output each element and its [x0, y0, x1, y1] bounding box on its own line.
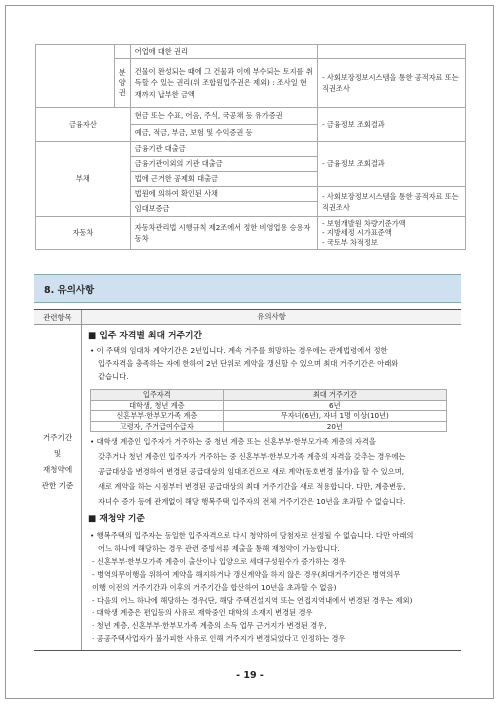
debt-item: 임대보증금: [130, 202, 317, 217]
debt-label: 부채: [36, 142, 131, 217]
section-header: [34, 274, 461, 303]
paragraph-line: · 공공주택사업자가 불가피한 사유로 인해 거주지가 변경되었다고 인정하는 경우: [92, 634, 346, 643]
paragraph-line: - 다음의 어느 하나에 해당하는 경우(단, 해당 주택건설지역 또는 연접지역내에서 변경된 경우는 제외): [92, 596, 413, 605]
left-label-line: 관한 기준: [41, 481, 74, 490]
paragraph-line: 새로 계약을 하는 시점부터 변경된 공급대상의 최대 거주기간을 새로 적용합니다. 다만, 계층변동,: [98, 482, 406, 491]
debt-item: 금융기관 대출금: [130, 142, 317, 157]
asset-table: [35, 44, 466, 250]
presale-right-label: 분양권: [114, 59, 130, 108]
inner-header: 최대 거주기간: [223, 390, 446, 401]
notes-left-column: [34, 323, 82, 651]
paragraph-line: 같습니다.: [98, 372, 129, 381]
heading-reapply: ■ 재청약 기준: [88, 514, 145, 524]
asset-subcategory-cell: [114, 45, 130, 59]
asset-source: [318, 45, 466, 59]
paragraph-line: - 병역의무이행을 위하여 계약을 해지하거나 갱신계약을 하지 않은 경우(최대거주기간은 병역의무: [92, 570, 401, 579]
paragraph-line: - 신혼부부·한부모가족 계층이 출산이나 입양으로 세대구성원수가 증가하는 경우: [92, 557, 346, 566]
page-number: - 19 -: [236, 670, 264, 681]
paragraph-line: · 대학생 계층은 편입등의 사유로 재학중인 대학의 소재지 변경된 경우: [92, 608, 313, 617]
financial-asset-item-2: 예금, 적금, 부금, 보험 및 수익증권 등: [130, 125, 317, 142]
paragraph-line: 공급대상을 변경하여 변경된 공급대상의 임대조건으로 새로 계약(동호변경 불가)을 할 수 있으며,: [98, 467, 405, 476]
left-label-line: 및: [53, 449, 62, 458]
financial-asset-source: - 금융정보 조회결과: [318, 108, 466, 142]
presale-right-detail: 건물이 완성되는 때에 그 건물과 이에 부수되는 토지를 취득할 수 있는 권리(위 조합원입주권은 제외) : 조사일 현재까지 납부한 금액: [130, 59, 317, 108]
financial-asset-label: 금융자산: [36, 108, 131, 142]
left-label-line: 거주기간: [42, 433, 73, 442]
residence-period-table: [90, 389, 447, 432]
debt-item: 금융기관이외의 기관 대출금: [130, 157, 317, 172]
presale-right-source: - 사회보장정보시스템을 통한 공적자료 또는 직권조사: [318, 59, 466, 108]
paragraph-line: • 이 주택의 임대차 계약기간은 2년입니다. 계속 거주를 희망하는 경우에는 관계법령에서 정한: [90, 346, 388, 355]
inner-cell: 무자녀(6년), 자녀 1명 이상(10년): [223, 411, 446, 422]
paragraph-line: 어느 하나에 해당하는 경우 관련 증빙서류 제출을 통해 재청약이 가능합니다.: [98, 544, 340, 553]
debt-source-2: - 사회보장정보시스템을 통한 공적자료 또는 직권조사: [318, 187, 466, 217]
inner-cell: 20년: [223, 421, 446, 432]
vehicle-source: - 보험개발원 차량기준가액 - 지방세정 시가표준액 - 국토부 차적정보: [318, 217, 466, 250]
debt-item: 법에 근거한 공제회 대출금: [130, 172, 317, 187]
inner-header: 입주자격: [91, 390, 224, 401]
asset-detail: 어업에 대한 권리: [130, 45, 317, 59]
paragraph-line: 자녀수 증가 등에 관계없이 해당 행복주택 입주자의 전체 거주기간은 10년을 초과할 수 없습니다.: [98, 497, 406, 506]
vehicle-detail: 자동차관리법 시행규칙 제2조에서 정한 비영업용 승용자동차: [130, 217, 317, 250]
paragraph-line: · 청년 계층, 신혼부부·한부모가족 계층의 소득 업무 근거지가 변경된 경우,: [92, 621, 327, 630]
paragraph-line: • 행복주택의 입주자는 동일한 입주자격으로 다시 청약하여 당첨자로 선정될 수 없습니다. 다만 아래의: [90, 531, 414, 540]
inner-cell: 고령자, 주거급여수급자: [91, 421, 224, 432]
paragraph-line: 입주자격을 충족하는 자에 한하여 2년 단위로 계약을 갱신할 수 있으며 최대 거주기간은 아래와: [98, 359, 399, 368]
header-notes: 유의사항: [81, 310, 461, 324]
header-related-item: 관련항목: [43, 313, 72, 322]
paragraph-line: 갖추거나 청년 계층인 입주자가 거주하는 중 신혼부부·한부모가족 계층의 자격을 갖추는 경우에는: [98, 452, 406, 461]
asset-category-cell: [36, 45, 115, 108]
paragraph-line: 이행 이전의 거주기간과 이후의 거주기간을 합산하여 10년을 초과할 수 없음): [92, 583, 337, 592]
left-label-line: 재청약에: [42, 465, 73, 474]
paragraph-line: • 대학생 계층인 입주자가 거주하는 중 청년 계층 또는 신혼부부·한부모가족 계층의 자격을: [90, 437, 376, 446]
financial-asset-item-1: 현금 또는 수표, 어음, 주식, 국공채 등 유가증권: [130, 108, 317, 125]
inner-cell: 대학생, 청년 계층: [91, 400, 224, 411]
heading-max-residence: ■ 입주 자격별 최대 거주기간: [88, 331, 203, 341]
debt-source-1: - 금융정보 조회결과: [318, 142, 466, 187]
inner-cell: 6년: [223, 400, 446, 411]
debt-item: 법원에 의하여 확인된 사채: [130, 187, 317, 202]
inner-cell: 신혼부부·한부모가족 계층: [91, 411, 224, 422]
vehicle-label: 자동차: [36, 217, 131, 250]
section-title: 8. 유의사항: [44, 285, 95, 296]
